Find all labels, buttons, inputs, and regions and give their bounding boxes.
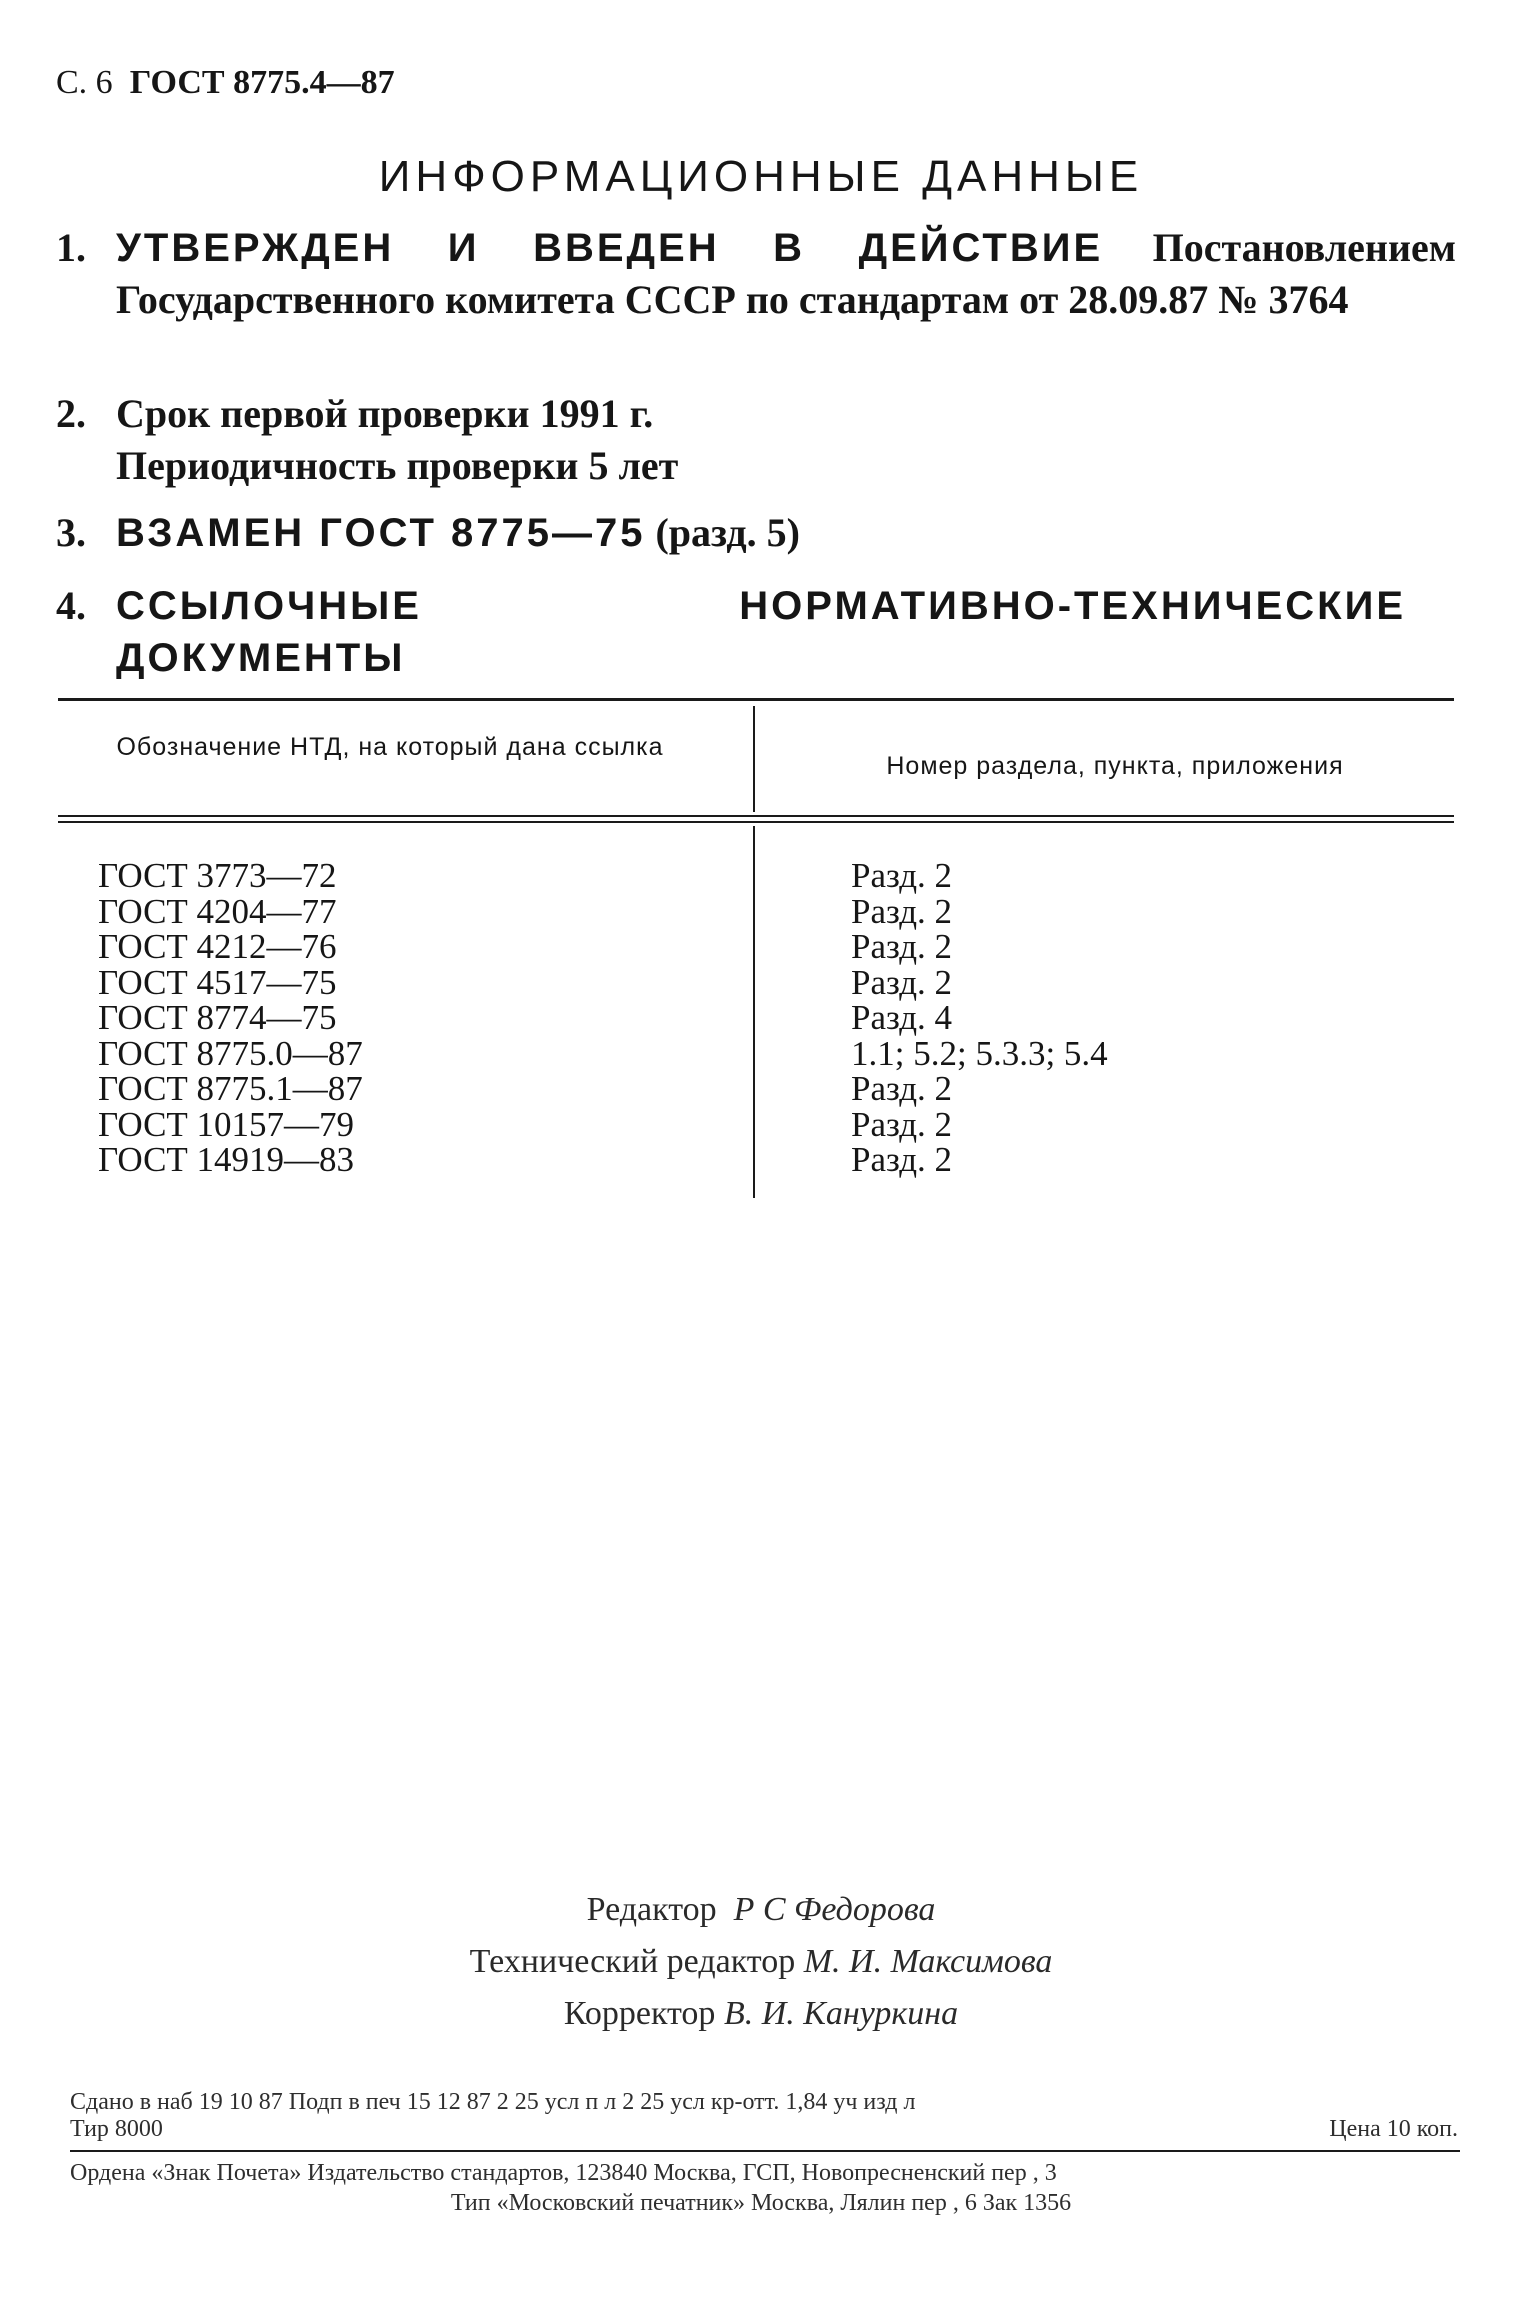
table-cell-ref: Разд. 4 bbox=[851, 998, 953, 1037]
table-cell-doc: ГОСТ 14919—83 bbox=[98, 1140, 355, 1179]
item-caps: ССЫЛОЧНЫЕ НОРМАТИВНО-ТЕХНИЧЕСКИЕ ДОКУМЕНТЫ bbox=[116, 584, 1406, 680]
table-column-divider bbox=[753, 706, 755, 812]
table-cell-doc: ГОСТ 10157—79 bbox=[98, 1104, 355, 1144]
table-header-rule bbox=[58, 821, 1454, 823]
table-cell-ref: Разд. 2 bbox=[851, 1069, 953, 1108]
section-title: ИНФОРМАЦИОННЫЕ ДАННЫЕ bbox=[378, 152, 1144, 201]
imprint-price: Цена 10 коп. bbox=[1329, 2116, 1458, 2142]
table-body-references bbox=[851, 858, 1108, 1178]
table-cell-ref: Разд. 2 bbox=[851, 856, 953, 895]
item-line: Периодичность проверки 5 лет bbox=[116, 443, 679, 488]
table-cell-ref: 1.1; 5.2; 5.3.3; 5.4 bbox=[851, 1033, 1108, 1073]
info-item-replaces bbox=[56, 507, 1456, 559]
item-text: (разд. 5) bbox=[655, 510, 800, 555]
credits-block bbox=[0, 1884, 1522, 2040]
item-line: Срок первой проверки 1991 г. bbox=[116, 391, 654, 436]
item-caps: ВЗАМЕН ГОСТ 8775—75 bbox=[116, 511, 646, 555]
table-cell-ref: Разд. 2 bbox=[851, 962, 953, 1002]
table-header-designation: Обозначение НТД, на который дана ссылка bbox=[116, 733, 664, 761]
item-text: Постановлением Государственного комитета СССР по стандартам от 28.09.87 № 3764 bbox=[116, 225, 1457, 322]
imprint-publisher: Ордена «Знак Почета» Издательство стандартов, 123840 Москва, ГСП, Новопресненский пер , 3 bbox=[70, 2160, 1057, 2186]
item-number: 1. bbox=[56, 225, 86, 270]
credit-editor: Редактор Р С Федорова bbox=[586, 1891, 936, 1928]
table-cell-doc: ГОСТ 4212—76 bbox=[98, 927, 337, 966]
document-code: ГОСТ 8775.4—87 bbox=[129, 64, 395, 101]
credit-corrector: Корректор В. И. Кануркина bbox=[563, 1995, 959, 2032]
info-item-review bbox=[56, 388, 1456, 492]
item-number: 4. bbox=[56, 583, 86, 628]
table-cell-ref: Разд. 2 bbox=[851, 927, 953, 966]
table-cell-ref: Разд. 2 bbox=[851, 1140, 953, 1179]
info-item-approved bbox=[56, 222, 1456, 326]
table-cell-doc: ГОСТ 8775.0—87 bbox=[98, 1033, 363, 1073]
table-header-reference: Номер раздела, пункта, приложения bbox=[886, 752, 1344, 780]
table-cell-doc: ГОСТ 8774—75 bbox=[98, 998, 337, 1037]
credit-tech-editor: Технический редактор М. И. Максимова bbox=[469, 1943, 1053, 1980]
table-cell-ref: Разд. 2 bbox=[851, 891, 953, 931]
table-header-rule bbox=[58, 815, 1454, 817]
item-number: 2. bbox=[56, 391, 86, 436]
imprint-rule bbox=[70, 2150, 1460, 2152]
imprint-line: Сдано в наб 19 10 87 Подп в печ 15 12 87 2 25 усл п л 2 25 усл кр-отт. 1,84 уч изд л bbox=[70, 2089, 916, 2115]
table-cell-doc: ГОСТ 4204—77 bbox=[98, 891, 337, 931]
table-cell-ref: Разд. 2 bbox=[851, 1104, 953, 1144]
item-caps: УТВЕРЖДЕН И ВВЕДЕН В ДЕЙСТВИЕ bbox=[116, 226, 1104, 270]
table-top-rule bbox=[58, 698, 1454, 701]
info-item-references bbox=[56, 580, 1456, 684]
page-header bbox=[56, 64, 395, 102]
page-number: С. 6 bbox=[56, 64, 113, 101]
table-cell-doc: ГОСТ 4517—75 bbox=[98, 962, 337, 1002]
table-cell-doc: ГОСТ 3773—72 bbox=[98, 856, 337, 895]
imprint-printer: Тип «Московский печатник» Москва, Лялин пер , 6 Зак 1356 bbox=[450, 2190, 1072, 2216]
imprint-circulation: Тир 8000 bbox=[70, 2116, 163, 2142]
table-column-divider bbox=[753, 826, 755, 1198]
table-cell-doc: ГОСТ 8775.1—87 bbox=[98, 1069, 363, 1108]
table-body-designations bbox=[98, 858, 363, 1178]
item-number: 3. bbox=[56, 510, 86, 555]
